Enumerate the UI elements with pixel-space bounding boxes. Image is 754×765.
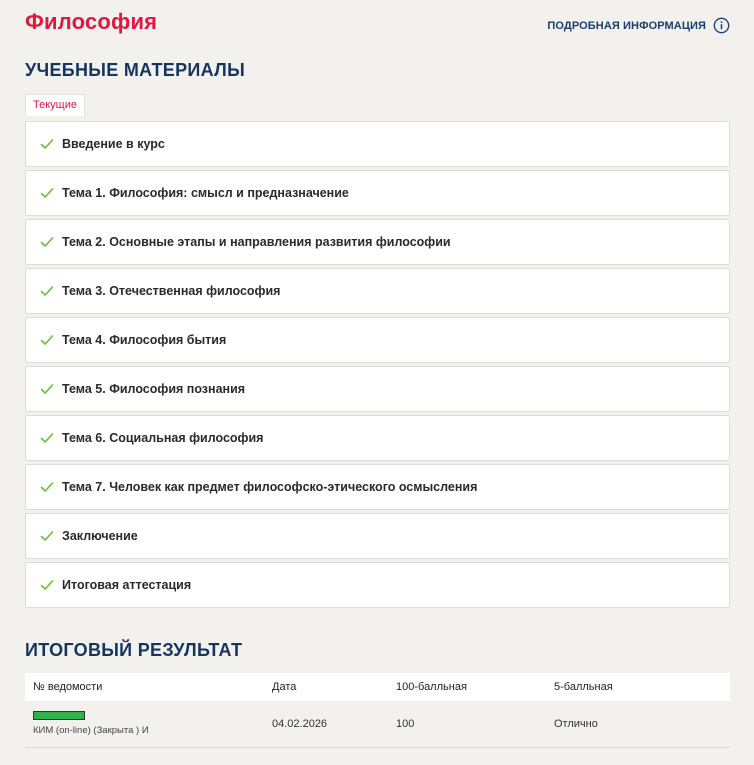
table-row bbox=[25, 701, 730, 747]
list-item[interactable] bbox=[25, 415, 730, 461]
checkmark-icon bbox=[40, 529, 54, 543]
column-header-score5: 5-балльная bbox=[554, 681, 613, 693]
progress-bar bbox=[33, 711, 85, 720]
column-header-sheet: № ведомости bbox=[33, 681, 103, 693]
sheet-cell bbox=[25, 701, 272, 747]
checkmark-icon bbox=[40, 137, 54, 151]
results-table bbox=[25, 673, 730, 748]
material-label: Тема 6. Социальная философия bbox=[62, 431, 264, 445]
details-link[interactable] bbox=[547, 17, 730, 34]
checkmark-icon bbox=[40, 333, 54, 347]
checkmark-icon bbox=[40, 480, 54, 494]
material-label: Введение в курс bbox=[62, 137, 165, 151]
list-item[interactable] bbox=[25, 268, 730, 314]
material-label: Тема 2. Основные этапы и направления развития философии bbox=[62, 235, 451, 249]
material-label: Заключение bbox=[62, 529, 138, 543]
sheet-name[interactable]: КИМ (on-line) (Закрыта ) И bbox=[33, 725, 149, 737]
material-label: Тема 1. Философия: смысл и предназначение bbox=[62, 186, 349, 200]
checkmark-icon bbox=[40, 382, 54, 396]
score100-cell: 100 bbox=[396, 717, 415, 730]
column-header-score100: 100-балльная bbox=[396, 681, 467, 693]
course-title: Философия bbox=[25, 9, 158, 34]
checkmark-icon bbox=[40, 284, 54, 298]
material-label: Тема 5. Философия познания bbox=[62, 382, 246, 396]
results-heading: ИТОГОВЫЙ РЕЗУЛЬТАТ bbox=[25, 640, 243, 660]
details-link-label: ПОДРОБНАЯ ИНФОРМАЦИЯ bbox=[547, 19, 706, 32]
material-label: Итоговая аттестация bbox=[62, 578, 192, 592]
checkmark-icon bbox=[40, 578, 54, 592]
checkmark-icon bbox=[40, 431, 54, 445]
list-item[interactable] bbox=[25, 170, 730, 216]
list-item[interactable] bbox=[25, 366, 730, 412]
list-item[interactable] bbox=[25, 464, 730, 510]
list-item[interactable] bbox=[25, 219, 730, 265]
results-header-row bbox=[25, 673, 730, 701]
column-header-date: Дата bbox=[272, 681, 297, 693]
materials-list bbox=[25, 121, 730, 611]
score5-cell: Отлично bbox=[554, 717, 598, 730]
list-item[interactable] bbox=[25, 562, 730, 608]
checkmark-icon bbox=[40, 186, 54, 200]
list-item[interactable] bbox=[25, 317, 730, 363]
materials-heading: УЧЕБНЫЕ МАТЕРИАЛЫ bbox=[25, 60, 246, 80]
material-label: Тема 3. Отечественная философия bbox=[62, 284, 281, 298]
date-cell: 04.02.2026 bbox=[272, 717, 328, 730]
info-circle-icon bbox=[713, 17, 730, 34]
progress-fill bbox=[34, 712, 84, 719]
list-item[interactable] bbox=[25, 121, 730, 167]
tab-current[interactable]: Текущие bbox=[25, 94, 85, 116]
checkmark-icon bbox=[40, 235, 54, 249]
list-item[interactable] bbox=[25, 513, 730, 559]
material-label: Тема 4. Философия бытия bbox=[62, 333, 227, 347]
material-label: Тема 7. Человек как предмет философско-этического осмысления bbox=[62, 480, 478, 494]
